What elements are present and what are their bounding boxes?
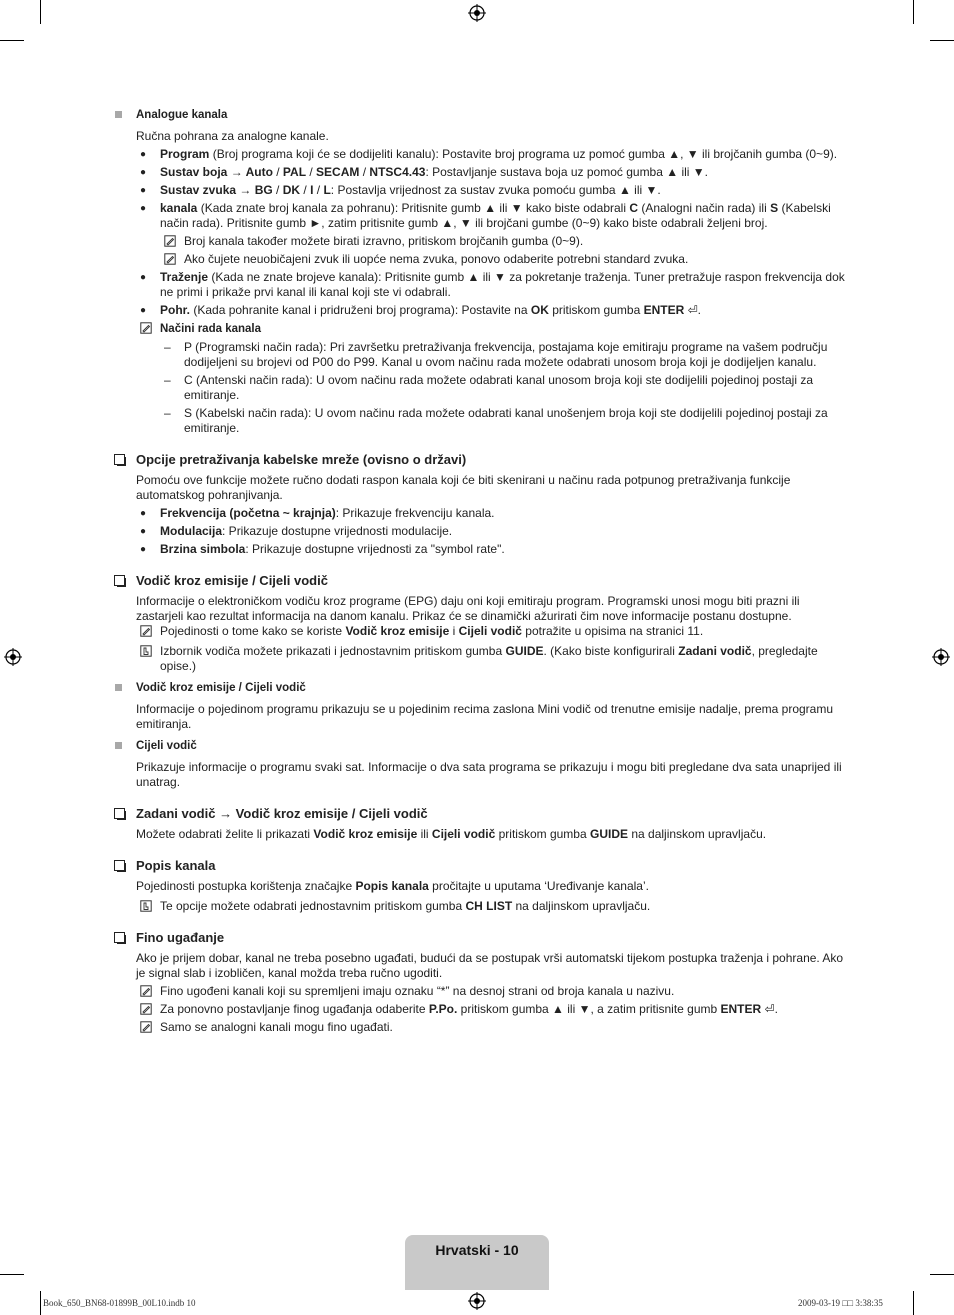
subsection-heading-text: Analogue kanala [136,109,228,121]
document-body [113,108,848,1035]
remote-note-icon [140,645,152,657]
note-icon [164,253,176,265]
dash-bullet: – [164,340,171,354]
bullet-dot-icon: ● [140,185,147,196]
dash-bullet: – [164,406,171,420]
note-item: Za ponovno postavljanje finog ugađanja odaberite P.Po. pritiskom gumba ▲ ili ▼, a zatim pritisnite gumb ENTER ⏎. [113,1002,848,1017]
section-heading-text: Zadani vodič → Vodič kroz emisije / Cijeli vodič [136,806,428,821]
bullet-item: ● Pohr. (Kada pohranite kanal i pridruženi broj programa): Postavite na OK pritiskom gumba ENTER ⏎. [140,303,701,317]
section-heading [113,573,848,588]
bullet-dot-icon: ● [140,305,147,316]
bullet-item: ● Program (Broj programa koji će se dodijeliti kanalu): Postavite broj programa uz pomoć gumba ▲, ▼ ili brojčanih gumba (0~9). [140,147,838,161]
section-heading [113,858,848,873]
bullet-dot-icon: ● [140,167,147,178]
bullet-item: ● Frekvencija (početna ~ krajnja): Prikazuje frekvenciju kanala. [140,506,495,520]
bullet-item: ● Modulacija: Prikazuje dostupne vrijednosti modulacije. [140,524,453,538]
bullet-dot-icon: ● [140,508,147,519]
note-item: Pojedinosti o tome kako se koriste Vodič kroz emisije i Cijeli vodič potražite u opisima na stranici 11. [113,624,848,639]
crop-mark-bottom-right-v [913,1291,914,1315]
note-icon [140,625,152,637]
note-icon [140,985,152,997]
subsection-heading [113,739,848,754]
page-number-tab [405,1235,549,1290]
dash-bullet: – [164,373,171,387]
note-item: Samo se analogni kanali mogu fino ugađati. [113,1020,848,1035]
bullet-dot-icon: ● [140,203,147,214]
section-heading-text: Popis kanala [136,858,216,873]
subsection-heading [113,108,848,123]
checkbox-bullet-icon [114,932,125,943]
checkbox-bullet-icon [114,454,125,465]
bullet-dot-icon: ● [140,149,147,160]
subsection-heading [113,681,848,696]
subsection-heading-text: Cijeli vodič [136,740,197,752]
dash-item: – C (Antenski način rada): U ovom načinu rada možete odabrati kanal unosom broja koji ste dodijelili pojedinoj postaji za emitiranje. [164,373,814,402]
paragraph: Prikazuje informacije o programu svaki sat. Informacije o dva sata programa se prikazuju i mogu biti pregledane dva sata unaprijed ili unatrag. [136,760,842,789]
note-item: Te opcije možete odabrati jednostavnim pritiskom gumba CH LIST na daljinskom upravljaču. [113,899,848,914]
checkbox-bullet-icon [114,860,125,871]
note-item: Izbornik vodiča možete prikazati i jednostavnim pritiskom gumba GUIDE. (Kako biste konfigurirali Zadani vodič, pregledajte opise.) [113,644,848,674]
section-heading [113,930,848,945]
note-icon [140,1021,152,1033]
note-item: Ako čujete neuobičajeni zvuk ili uopće nema zvuka, ponovo odaberite potrebni standard zvuka. [113,252,848,267]
bullet-item: ● Sustav zvuka → BG / DK / I / L: Postavlja vrijednost za sustav zvuka pomoću gumba ▲ ili ▼. [140,183,661,197]
remote-note-icon [140,900,152,912]
square-bullet-icon [115,684,122,691]
paragraph: Informacije o pojedinom programu prikazuju se u pojedinim recima zaslona Mini vodič od trenutne emisije nadalje, prema programu emitiranja. [136,702,834,731]
crop-mark-top-right-h [930,40,954,41]
registration-mark-right-icon [932,648,950,666]
crop-mark-top-left-h [0,40,24,41]
paragraph: Ako je prijem dobar, kanal ne treba posebno ugađati, budući da se postupak vrši automatski tijekom postupka traženja i pohrane. Ako je signal slab i izobličen, kanal možda treba ručno ugoditi. [136,951,844,980]
section-heading-text: Opcije pretraživanja kabelske mreže (ovisno o državi) [136,452,467,467]
note-icon [164,235,176,247]
bullet-item: ● Sustav boja → Auto / PAL / SECAM / NTSC4.43: Postavljanje sustava boja uz pomoć gumba ▲ ili ▼. [140,165,708,179]
note-icon [140,322,152,334]
paragraph: Možete odabrati želite li prikazati Vodič kroz emisije ili Cijeli vodič pritiskom gumba GUIDE na daljinskom upravljaču. [136,827,767,841]
paragraph: Informacije o elektroničkom vodiču kroz programe (EPG) daju oni koji emitiraju program. Programski unosi mogu biti prazni ili zastarjeli kao rezultat informacija na danom kanalu. Prikaz će se dinamički ažurirati čim nove informacije postanu dostupne. [136,594,800,623]
dash-item: – P (Programski način rada): Pri završetku pretraživanja frekvencija, postajama koje emitiraju programe na vašem području dodijeljeni su brojevi od P00 do P99. Kanal u ovom načinu rada možete odabrati unosom broja koji je dodijeljen kanalu. [164,340,828,369]
footer-date: 2009-03-19 □□ 3:38:35 [798,1298,883,1308]
registration-mark-bottom-icon [468,1292,486,1310]
bullet-dot-icon: ● [140,526,147,537]
subsection-heading-text: Vodič kroz emisije / Cijeli vodič [136,682,306,694]
registration-mark-left-icon [4,648,22,666]
note-item: Načini rada kanala [113,321,848,337]
square-bullet-icon [115,111,122,118]
paragraph: Ručna pohrana za analogne kanale. [136,129,329,143]
registration-mark-top-icon [468,4,486,22]
paragraph: Pojedinosti postupka korištenja značajke Popis kanala pročitajte u uputama ‘Uređivanje kanala’. [136,879,649,893]
bullet-item: ● Brzina simbola: Prikazuje dostupne vrijednosti za "symbol rate". [140,542,505,556]
bullet-item: ● Traženje (Kada ne znate brojeve kanala): Pritisnite gumb ▲ ili ▼ za pokretanje traženja. Tuner pretražuje raspon frekvencija dok ne primi i prikaže prvi kanal ili kanal koji ste vi odabrali. [140,270,845,299]
dash-item: – S (Kabelski način rada): U ovom načinu rada možete odabrati kanal unošenjem broja koji ste dodijelili pojedinoj postaji za emitiranje. [164,406,828,435]
bullet-dot-icon: ● [140,272,147,283]
crop-mark-top-left-v [40,0,41,24]
bullet-dot-icon: ● [140,544,147,555]
crop-mark-bottom-left-h [0,1274,24,1275]
note-item: Fino ugođeni kanali koji su spremljeni imaju oznaku “*” na desnoj strani od broja kanala u nazivu. [113,984,848,999]
section-heading-text: Fino ugađanje [136,930,225,945]
section-heading [113,806,848,821]
checkbox-bullet-icon [114,808,125,819]
crop-mark-bottom-right-h [930,1274,954,1275]
square-bullet-icon [115,742,122,749]
bullet-item: ● kanala (Kada znate broj kanala za pohranu): Pritisnite gumb ▲ ili ▼ kako biste odabrali C (Analogni način rada) ili S (Kabelski način rada). Pritisnite gumb ►, zatim pritisnite gumb ▲, ▼ ili brojčani gumbe (0~9) kako biste odabrali željeni broj. [140,201,831,230]
checkbox-bullet-icon [114,575,125,586]
section-heading [113,452,848,467]
page-number-label: Hrvatski - 10 [435,1242,519,1258]
crop-mark-top-right-v [913,0,914,24]
note-icon [140,1003,152,1015]
paragraph: Pomoću ove funkcije možete ručno dodati raspon kanala koji će biti skenirani u načinu rada potpunog pretraživanja funkcije automatskog pohranjivanja. [136,473,791,502]
footer-file: Book_650_BN68-01899B_00L10.indb 10 [43,1298,196,1308]
crop-mark-bottom-left-v [40,1291,41,1315]
section-heading-text: Vodič kroz emisije / Cijeli vodič [136,573,328,588]
note-item: Broj kanala također možete birati izravno, pritiskom brojčanih gumba (0~9). [113,234,848,249]
